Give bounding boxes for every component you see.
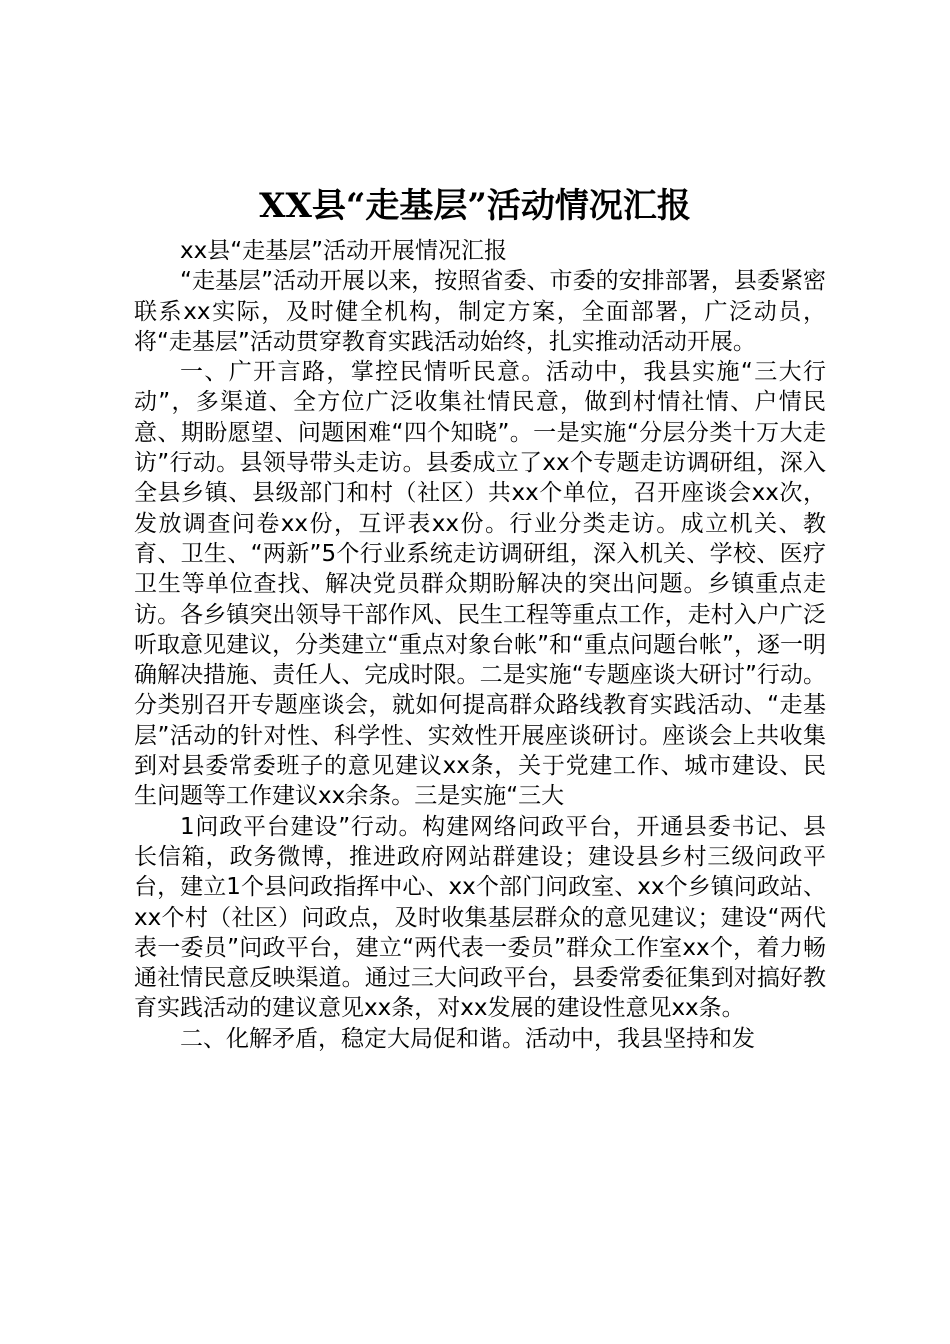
platform-paragraph: 1问政平台建设”行动。构建网络问政平台，开通县委书记、县长信箱，政务微博，推进政府网站群建设；建设县乡村三级问政平台，建立1个县问政指挥中心、xx个部门问政室、xx个乡镇问政站、xx个村（社区）问政点，及时收集基层群众的意见建议；建设“两代表一委员”问政平台，建立“两代表一委员”群众工作室xx个，着力畅通社情民意反映渠道。通过三大问政平台，县委常委征集到对搞好教育实践活动的建议意见xx条，对xx发展的建设性意见xx条。: [134, 813, 826, 1022]
document-body: [134, 236, 826, 1054]
document-title: XX县“走基层”活动情况汇报: [259, 186, 691, 226]
section-two-paragraph: 二、化解矛盾，稳定大局促和谐。活动中，我县坚持和发: [180, 1025, 755, 1052]
section-one-paragraph: 一、广开言路，掌控民情听民意。活动中，我县实施“三大行动”，多渠道、全方位广泛收集社情民意，做到村情社情、户情民意、期盼愿望、问题困难“四个知晓”。一是实施“分层分类十万大走访”行动。县领导带头走访。县委成立了xx个专题走访调研组，深入全县乡镇、县级部门和村（社区）共xx个单位，召开座谈会xx次，发放调查问卷xx份，互评表xx份。行业分类走访。成立机关、教育、卫生、“两新”5个行业系统走访调研组，深入机关、学校、医疗卫生等单位查找、解决党员群众期盼解决的突出问题。乡镇重点走访。各乡镇突出领导干部作风、民生工程等重点工作，走村入户广泛听取意见建议，分类建立“重点对象台帐”和“重点问题台帐”，逐一明确解决措施、责任人、完成时限。二是实施“专题座谈大研讨”行动。分类别召开专题座谈会，就如何提高群众路线教育实践活动、“走基层”活动的针对性、科学性、实效性开展座谈研讨。座谈会上共收集到对县委常委班子的意见建议xx条，关于党建工作、城市建设、民生问题等工作建议xx余条。三是实施“三大: [134, 359, 826, 810]
intro-paragraph: “走基层”活动开展以来，按照省委、市委的安排部署，县委紧密联系xx实际，及时健全机构，制定方案，全面部署，广泛动员，将“走基层”活动贯穿教育实践活动始终，扎实推动活动开展。: [134, 268, 826, 355]
subtitle-paragraph: xx县“走基层”活动开展情况汇报: [180, 238, 508, 264]
